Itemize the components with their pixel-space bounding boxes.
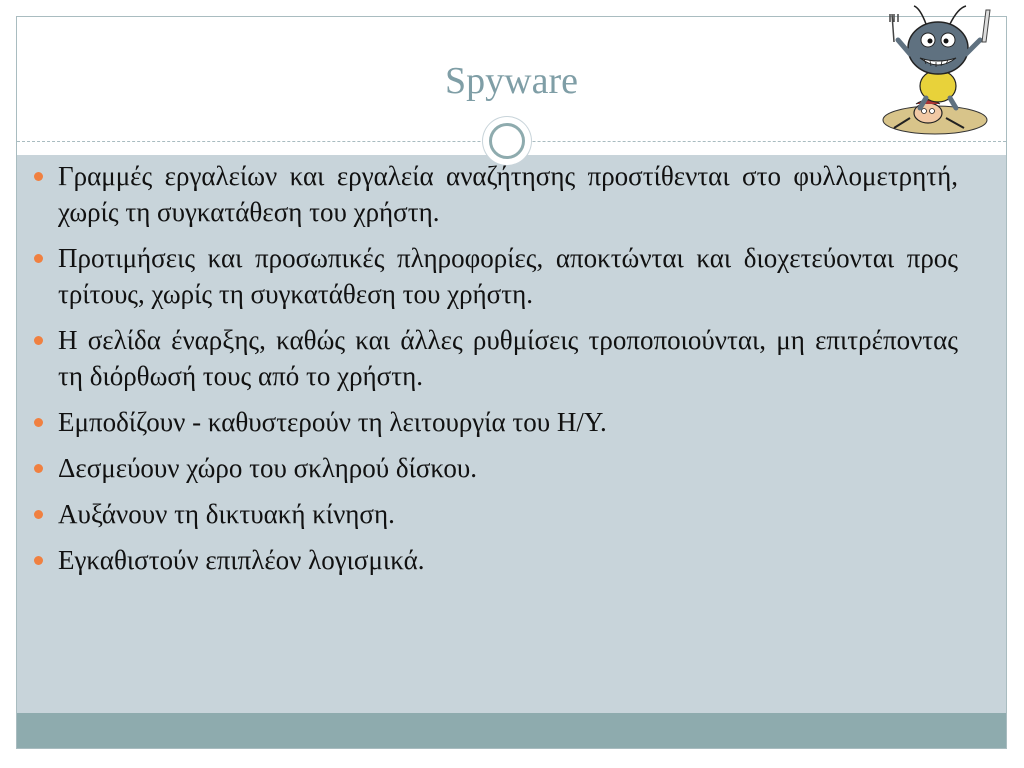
bullet-dot-icon: [34, 336, 43, 345]
bullet-list: [58, 158, 958, 588]
bullet-dot-icon: [34, 172, 43, 181]
list-item: Εμποδίζουν - καθυστερούν τη λειτουργία του Η/Υ.: [58, 404, 958, 440]
bullet-dot-icon: [34, 556, 43, 565]
list-item: Εγκαθιστούν επιπλέον λογισμικά.: [58, 542, 958, 578]
bullet-dot-icon: [34, 254, 43, 263]
bullet-dot-icon: [34, 464, 43, 473]
list-item: Αυξάνουν τη δικτυακή κίνηση.: [58, 496, 958, 532]
list-item: Προτιμήσεις και προσωπικές πληροφορίες, αποκτώνται και διοχετεύονται προς τρίτους, χωρίς τη συγκατάθεση του χρήστη.: [58, 240, 958, 312]
footer-band: [17, 713, 1006, 748]
bug-monster-illustration-icon: [880, 0, 1020, 150]
bullet-dot-icon: [34, 510, 43, 519]
bullet-dot-icon: [34, 418, 43, 427]
list-item: Δεσμεύουν χώρο του σκληρού δίσκου.: [58, 450, 958, 486]
list-item: Γραμμές εργαλείων και εργαλεία αναζήτησης προστίθενται στο φυλλομετρητή, χωρίς τη συγκατάθεση του χρήστη.: [58, 158, 958, 230]
slide-title: Spyware: [445, 60, 578, 102]
list-item: Η σελίδα έναρξης, καθώς και άλλες ρυθμίσεις τροποποιούνται, μη επιτρέποντας τη διόρθωσή τους από το χρήστη.: [58, 322, 958, 394]
